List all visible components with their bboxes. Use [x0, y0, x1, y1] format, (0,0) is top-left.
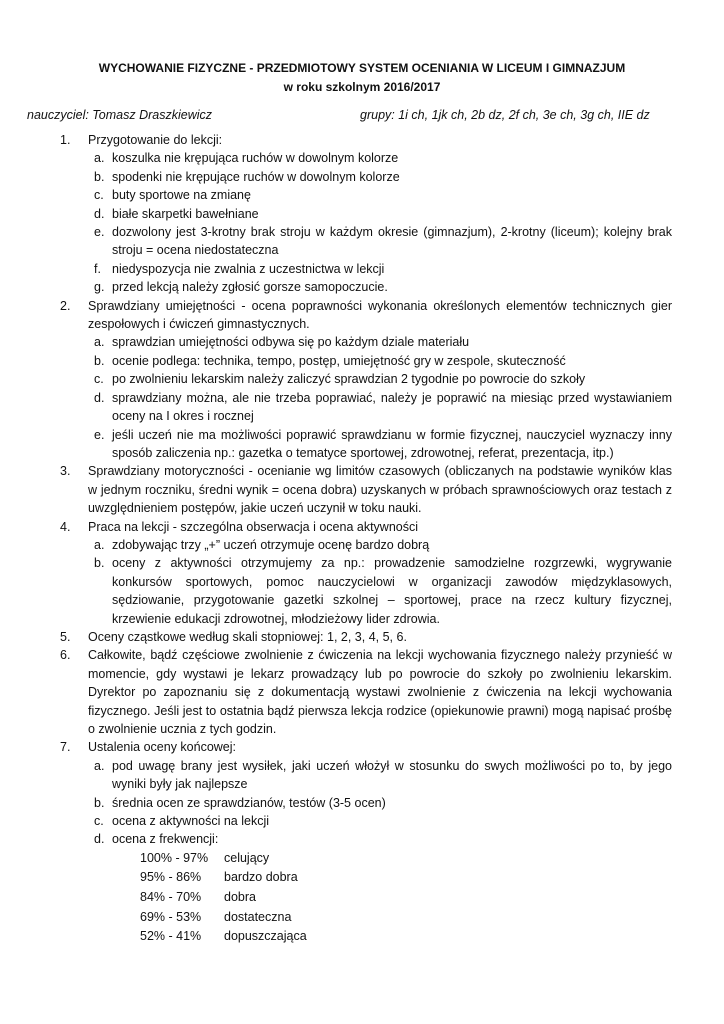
attendance-row [0, 849, 724, 869]
attendance-range: 100% - 97% [140, 850, 209, 865]
teacher-name: nauczyciel: Tomasz Draszkiewicz [27, 108, 213, 122]
section-3 [0, 462, 724, 517]
list-item [0, 830, 724, 848]
section-text: Sprawdziany umiejętności - ocena poprawności wykonania określonych elementów technicznych gier zespołowych i ćwiczeń gimnastycznych. [88, 298, 672, 332]
item-text: po zwolnieniu lekarskim należy zaliczyć sprawdzian 2 tygodnie po powrocie do szkoły [112, 372, 586, 387]
list-item [0, 186, 724, 204]
section-number: 3. [60, 464, 71, 479]
item-letter: f. [94, 261, 101, 276]
item-letter: a. [94, 151, 105, 166]
attendance-grade: dostateczna [224, 909, 292, 924]
item-text: niedyspozycja nie zwalnia z uczestnictwa w lekcji [112, 261, 385, 276]
item-text: jeśli uczeń nie ma możliwości poprawić sprawdzianu w formie fizycznej, nauczyciel wyznaczy inny sposób zaliczenia np.: gazetka o tematyce sportowej, zdrowotnej, referat, prezentacja, itp.) [112, 427, 672, 460]
section-number: 6. [60, 648, 71, 663]
section-number: 7. [60, 740, 71, 755]
list-item [0, 352, 724, 370]
list-item [0, 223, 724, 260]
section-number: 1. [60, 133, 71, 147]
attendance-row [0, 888, 724, 908]
section-text: Całkowite, bądź częściowe zwolnienie z ćwiczenia na lekcji wychowania fizycznego należy przynieść w momencie, gdy wystawi je lekarz prowadzący lub po powrocie do szkoły po zwolnieniu lekarskim. Dyrektor po zapoznaniu się z dokumentacją wystawi zwolnienie z ćwiczenia na lekcji wychowania fizycznego. Jeśli jest to ostatnia bądź pierwsza lekcja rodzice (opiekunowie prawni) mogą napisać prośbę o zwolnienie ucznia z tych godzin. [88, 648, 672, 736]
attendance-range: 84% - 70% [140, 890, 202, 905]
item-text: ocena z frekwencji: [112, 832, 219, 847]
list-item [0, 333, 724, 351]
attendance-grade: celujący [224, 850, 270, 865]
rules-list [0, 131, 724, 947]
section-5 [0, 628, 724, 646]
list-item [0, 794, 724, 812]
item-letter: a. [94, 335, 105, 350]
list-item [0, 389, 724, 426]
attendance-scale [0, 849, 724, 947]
item-text: spodenki nie krępujące ruchów w dowolnym kolorze [112, 169, 400, 184]
item-text: sprawdzian umiejętności odbywa się po każdym dziale materiału [112, 335, 470, 350]
item-letter: e. [94, 427, 105, 442]
attendance-range: 52% - 41% [140, 929, 202, 944]
groups-list: grupy: 1i ch, 1jk ch, 2b dz, 2f ch, 3e ch, 3g ch, IIE dz [360, 108, 650, 122]
section-text: Przygotowanie do lekcji: [88, 133, 223, 147]
section-number: 2. [60, 298, 71, 313]
item-text: sprawdziany można, ale nie trzeba poprawiać, należy je poprawić na miesiąc przed wystawianiem oceny na I okres i rocznej [112, 390, 672, 424]
item-text: ocena z aktywności na lekcji [112, 814, 270, 829]
attendance-grade: bardzo dobra [224, 870, 298, 885]
item-letter: g. [94, 280, 105, 295]
item-letter: d. [94, 390, 105, 405]
list-item [0, 536, 724, 554]
list-item [0, 757, 724, 794]
item-text: białe skarpetki bawełniane [112, 206, 259, 221]
section-text: Oceny cząstkowe według skali stopniowej: 1, 2, 3, 4, 5, 6. [88, 629, 407, 644]
item-text: ocenie podlega: technika, tempo, postęp, umiejętność gry w zespole, skuteczność [112, 353, 566, 368]
section-number: 4. [60, 519, 71, 534]
item-letter: d. [94, 832, 105, 847]
item-letter: b. [94, 169, 105, 184]
section-7 [0, 738, 724, 756]
item-text: przed lekcją należy zgłosić gorsze samopoczucie. [112, 280, 388, 295]
list-item [0, 278, 724, 296]
section-4 [0, 518, 724, 536]
school-year-subtitle: w roku szkolnym 2016/2017 [283, 80, 441, 94]
list-item [0, 149, 724, 167]
section-1 [0, 131, 724, 149]
section-text: Praca na lekcji - szczególna obserwacja i ocena aktywności [88, 519, 419, 534]
item-letter: c. [94, 372, 104, 387]
list-item [0, 260, 724, 278]
list-item [0, 168, 724, 186]
item-letter: e. [94, 225, 105, 240]
attendance-range: 95% - 86% [140, 870, 202, 885]
attendance-grade: dopuszczająca [224, 929, 307, 944]
section-2 [0, 297, 724, 334]
list-item [0, 370, 724, 388]
item-letter: b. [94, 353, 105, 368]
item-text: zdobywając trzy „+” uczeń otrzymuje ocenę bardzo dobrą [112, 537, 430, 552]
attendance-range: 69% - 53% [140, 909, 202, 924]
list-item [0, 426, 724, 463]
section-text: Ustalenia oceny końcowej: [88, 740, 236, 755]
list-item [0, 554, 724, 628]
attendance-row [0, 908, 724, 928]
section-text: Sprawdziany motoryczności - ocenianie wg limitów czasowych (obliczanych na podstawie wyników klas w jednym roczniku, średni wynik = ocena dobra) uzyskanych w próbach sprawnościowych oraz testach z uwzględnieniem postępów, jakie uczeń uczynił w toku nauki. [88, 464, 672, 516]
item-letter: b. [94, 556, 105, 571]
item-text: pod uwagę brany jest wysiłek, jaki uczeń włożył w stosunku do swych możliwości po to, by jego wyniki były jak najlepsze [112, 758, 672, 792]
list-item [0, 812, 724, 830]
attendance-row [0, 868, 724, 888]
section-number: 5. [60, 629, 71, 644]
item-text: buty sportowe na zmianę [112, 188, 251, 203]
attendance-row [0, 927, 724, 947]
item-letter: b. [94, 795, 105, 810]
item-text: oceny z aktywności otrzymujemy za np.: prowadzenie samodzielne rozgrzewki, wygrywanie konkursów sportowych, pomoc nauczycielowi w organizacji zawodów międzyklasowych, sędziowanie, przygotowanie gazetki szkolnej – sportowej, prace na rzecz kultury fizycznej, krzewienie edukacji zdrowotnej, młodzieżowy lider zdrowia. [112, 556, 672, 626]
item-letter: c. [94, 814, 104, 829]
item-text: średnia ocen ze sprawdzianów, testów (3-5 ocen) [112, 795, 386, 810]
section-6 [0, 646, 724, 738]
document-title: WYCHOWANIE FIZYCZNE - PRZEDMIOTOWY SYSTEM OCENIANIA W LICEUM I GIMNAZJUM [98, 61, 626, 75]
item-letter: d. [94, 206, 105, 221]
item-text: dozwolony jest 3-krotny brak stroju w każdym okresie (gimnazjum), 2-krotny (liceum); kolejny brak stroju = ocena niedostateczna [112, 225, 672, 258]
item-letter: c. [94, 188, 104, 203]
item-letter: a. [94, 758, 105, 773]
item-letter: a. [94, 537, 105, 552]
attendance-grade: dobra [224, 890, 256, 905]
item-text: koszulka nie krępująca ruchów w dowolnym kolorze [112, 151, 399, 166]
list-item [0, 205, 724, 223]
